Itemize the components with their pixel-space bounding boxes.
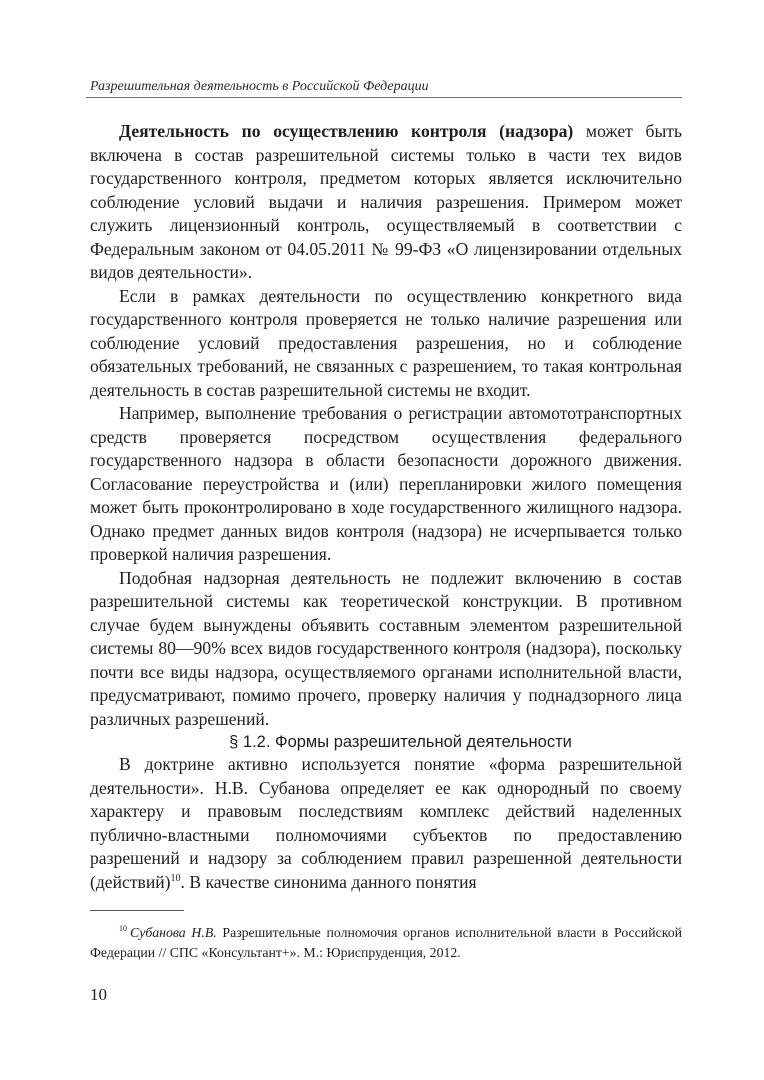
footnote-author: Субанова Н.В. — [130, 925, 217, 940]
paragraph-1-lead-bold: Деятельность по осуществлению контроля (надзора) — [119, 121, 574, 141]
paragraph-1 — [90, 120, 682, 285]
footnote — [90, 923, 682, 962]
footnote-number: 10 — [119, 924, 127, 934]
section-heading: § 1.2. Формы разрешительной деятельности — [229, 733, 572, 751]
section-paragraph-text: В доктрине активно используется понятие «форма разрешительной деятельности». Н.В. Субанова определяет ее как однородный по своему характеру и правовым последствиям комплекс действий наделенных публично-властными полномочиями субъектов по предоставлению разрешений и надзору за соблюдением правил разрешенной деятельности (действий) — [90, 754, 682, 892]
footnote-text: Разрешительные полномочия органов исполнительной власти в Российской Федерации // СПС «Консультант+». М.: Юриспруденция, 2012. — [90, 925, 682, 960]
paragraph-1-text: может быть включена в состав разрешительной системы только в части тех видов государственного контроля, предметом которых является исключительно соблюдение условий выдачи и наличия разрешения. Примером может служить лицензионный контроль, осуществляемый в соответствии с Федеральным законом от 04.05.2011 № 99-ФЗ «О лицензировании отдельных видов деятельности». — [90, 121, 682, 282]
section-paragraph — [90, 753, 682, 894]
page-number: 10 — [90, 985, 107, 1004]
paragraph-4: Подобная надзорная деятельность не подлежит включению в состав разрешительной системы как теоретической конструкции. В противном случае будем вынуждены объявить составным элементом разрешительной системы 80—90% всех видов государственного контроля (надзора), поскольку почти все виды надзора, осуществляемого органами исполнительной власти, предусматривают, помимо прочего, проверку наличия у поднадзорного лица различных разрешений. — [90, 567, 682, 729]
paragraph-2: Если в рамках деятельности по осуществлению конкретного вида государственного контроля проверяется не только наличие разрешения или соблюдение условий предоставления разрешения, но и соблюдение обязательных требований, не связанных с разрешением, то такая контрольная деятельность в состав разрешительной системы не входит. — [90, 285, 682, 400]
paragraph-3: Например, выполнение требования о регистрации автомототранспортных средств проверяется посредством осуществления федерального государственного надзора в области безопасности дорожного движения. Согласование переустройства и (или) перепланировки жилого помещения может быть проконтролировано в ходе государственного жилищного надзора. Однако предмет данных видов контроля (надзора) не исчерпывается только проверкой наличия разрешения. — [90, 403, 682, 564]
header-rule — [86, 97, 682, 98]
section-paragraph-text-end: . В качестве синонима данного понятия — [180, 871, 477, 892]
body-text — [90, 120, 682, 894]
footnote-reference: 10 — [170, 872, 181, 884]
footnote-rule — [90, 910, 184, 911]
running-head: Разрешительная деятельность в Российской Федерации — [90, 79, 429, 94]
